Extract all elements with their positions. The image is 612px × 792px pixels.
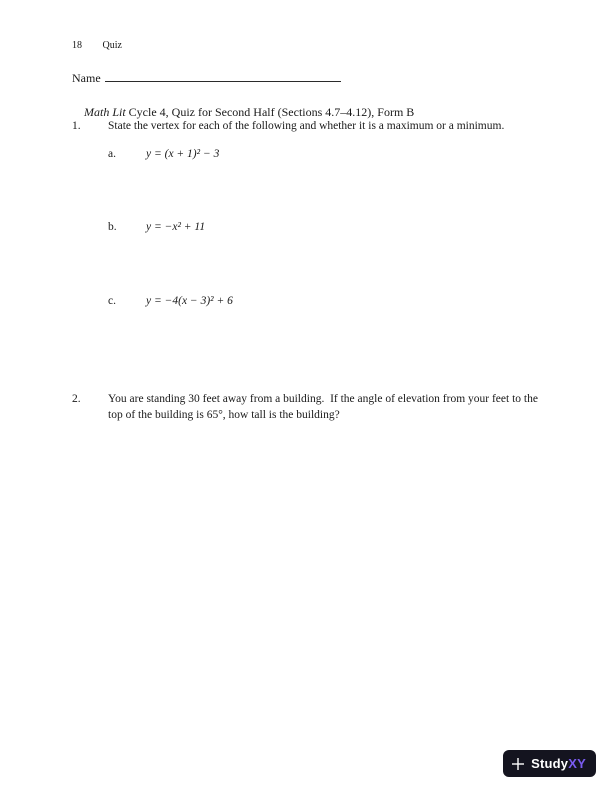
- part-c-label: c.: [108, 295, 116, 307]
- name-row: [72, 70, 341, 86]
- brand-name-secondary: XY: [568, 756, 586, 771]
- name-label: Name: [72, 71, 101, 85]
- question-1-text: State the vertex for each of the following and whether it is a maximum or a minimum.: [108, 120, 505, 132]
- question-1-part-a: [108, 148, 219, 160]
- quiz-title-rest: Cycle 4, Quiz for Second Half (Sections 4.7–4.12), Form B: [125, 105, 415, 119]
- question-1-number: 1.: [72, 120, 81, 132]
- part-b-label: b.: [108, 221, 117, 233]
- brand-name-primary: Study: [531, 756, 569, 771]
- part-a-formula: y = (x + 1)² − 3: [146, 148, 220, 160]
- question-2-number: 2.: [72, 393, 81, 405]
- part-b-formula: y = −x² + 11: [146, 221, 206, 233]
- header-section-label: Quiz: [102, 40, 122, 51]
- page-header: [72, 40, 122, 51]
- question-1: [72, 119, 542, 135]
- plus-icon: [511, 757, 525, 771]
- quiz-title-course: Math Lit: [84, 105, 126, 119]
- question-2: [72, 392, 564, 423]
- page-number: 18: [72, 40, 82, 51]
- name-blank-line: [105, 70, 341, 82]
- question-1-part-c: [108, 295, 233, 307]
- part-a-label: a.: [108, 148, 116, 160]
- question-2-text: You are standing 30 feet away from a building. If the angle of elevation from your feet to the top of the building is 65°, how tall is the building?: [108, 393, 541, 421]
- question-1-part-b: [108, 221, 205, 233]
- part-c-formula: y = −4(x − 3)² + 6: [146, 295, 233, 307]
- studyxy-logo-badge: [503, 750, 596, 777]
